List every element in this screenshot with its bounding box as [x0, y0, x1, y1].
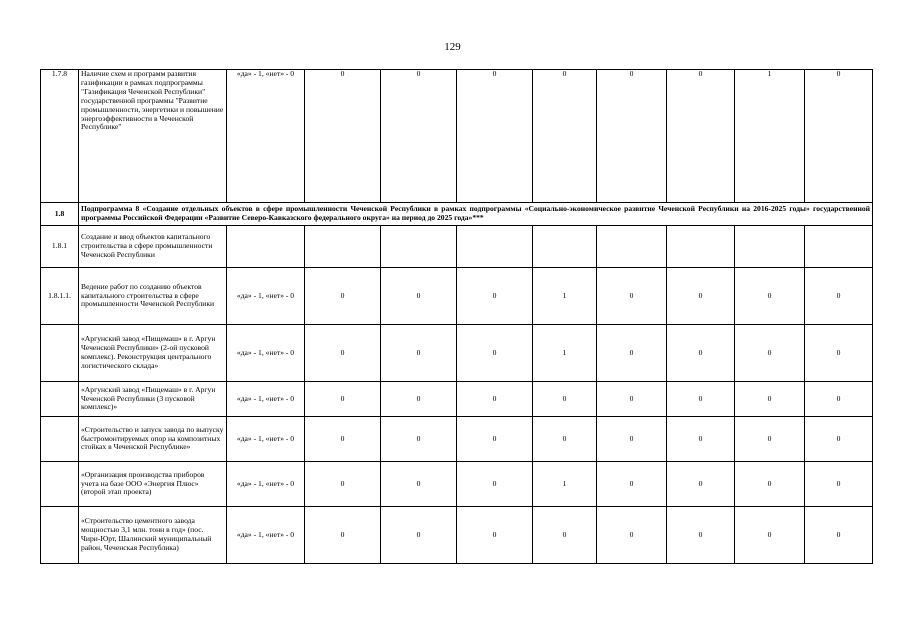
- value-cell: 0: [735, 417, 805, 462]
- value-cell: 0: [457, 70, 533, 203]
- value-cell: 0: [667, 417, 735, 462]
- table-body: [41, 70, 873, 564]
- row-index: 1.8: [41, 203, 79, 226]
- value-cell: 0: [457, 325, 533, 382]
- value-cell: 0: [457, 462, 533, 507]
- section-title: Подпрограмма 8 «Создание отдельных объектов в сфере промышленности Чеченской Республики в рамках подпрограммы «Социально-экономическое развитие Чеченской Республики на 2016-2025 годы» государственной программы Российской Федерации «Развитие Северо-Кавказского федерального округа» на период до 2025 года»***: [79, 203, 873, 226]
- table-row: [41, 268, 873, 325]
- value-cell: [305, 226, 381, 268]
- value-cell: 0: [735, 507, 805, 564]
- value-cell: 0: [597, 417, 667, 462]
- table-row: [41, 325, 873, 382]
- value-cell: 0: [457, 417, 533, 462]
- unit-cell: «да» - 1, «нет» - 0: [227, 70, 305, 203]
- row-index: [41, 462, 79, 507]
- row-index: 1.7.8: [41, 70, 79, 203]
- value-cell: 0: [457, 382, 533, 417]
- value-cell: [457, 226, 533, 268]
- value-cell: [597, 226, 667, 268]
- indicator-name: «Организация производства приборов учета на базе ООО «Энергия Плюс» (второй этап проекта): [79, 462, 227, 507]
- value-cell: 0: [667, 268, 735, 325]
- value-cell: 0: [735, 382, 805, 417]
- unit-cell: «да» - 1, «нет» - 0: [227, 268, 305, 325]
- indicator-name: «Строительство и запуск завода по выпуску быстромонтируемых опор на композитных стойках в Чеченской Республике»: [79, 417, 227, 462]
- value-cell: 0: [533, 382, 597, 417]
- value-cell: 0: [805, 507, 873, 564]
- value-cell: 0: [597, 462, 667, 507]
- value-cell: 0: [805, 70, 873, 203]
- value-cell: 0: [667, 382, 735, 417]
- value-cell: 0: [381, 417, 457, 462]
- unit-cell: «да» - 1, «нет» - 0: [227, 507, 305, 564]
- indicator-name: «Строительство цементного завода мощностью 3,1 млн. тонн в год» (пос. Чири-Юрт, Шалинский муниципальный район, Чеченская Республика): [79, 507, 227, 564]
- indicator-name: «Аргунский завод «Пищемаш» в г. Аргун Чеченской Республики (3 пусковой комплекс)»: [79, 382, 227, 417]
- value-cell: 0: [381, 70, 457, 203]
- value-cell: 0: [305, 70, 381, 203]
- value-cell: 0: [597, 507, 667, 564]
- row-index: [41, 382, 79, 417]
- value-cell: 0: [805, 268, 873, 325]
- value-cell: 0: [667, 507, 735, 564]
- value-cell: 0: [457, 507, 533, 564]
- unit-cell: [227, 226, 305, 268]
- unit-cell: «да» - 1, «нет» - 0: [227, 325, 305, 382]
- value-cell: 0: [381, 507, 457, 564]
- value-cell: 1: [533, 325, 597, 382]
- value-cell: [805, 226, 873, 268]
- row-index: [41, 507, 79, 564]
- value-cell: 0: [533, 70, 597, 203]
- value-cell: 0: [667, 325, 735, 382]
- table-row: [41, 70, 873, 203]
- value-cell: 0: [381, 462, 457, 507]
- row-index: 1.8.1.1.: [41, 268, 79, 325]
- value-cell: 0: [305, 268, 381, 325]
- value-cell: 0: [667, 462, 735, 507]
- table-row: [41, 462, 873, 507]
- value-cell: 0: [381, 268, 457, 325]
- indicator-name: Ведение работ по созданию объектов капитального строительства в сфере промышленности Чеченской Республики: [79, 268, 227, 325]
- row-index: [41, 325, 79, 382]
- value-cell: 0: [305, 417, 381, 462]
- value-cell: [735, 226, 805, 268]
- value-cell: 0: [305, 507, 381, 564]
- table-row: [41, 507, 873, 564]
- value-cell: 1: [533, 268, 597, 325]
- unit-cell: «да» - 1, «нет» - 0: [227, 382, 305, 417]
- value-cell: 1: [533, 462, 597, 507]
- value-cell: 0: [597, 70, 667, 203]
- page-number: 129: [444, 41, 461, 53]
- value-cell: 0: [735, 268, 805, 325]
- value-cell: 0: [597, 382, 667, 417]
- value-cell: 0: [381, 325, 457, 382]
- value-cell: 0: [305, 325, 381, 382]
- value-cell: 0: [805, 382, 873, 417]
- table-row: [41, 382, 873, 417]
- value-cell: 0: [305, 462, 381, 507]
- indicator-name: «Аргунский завод «Пищемаш» в г. Аргун Чеченской Республики» (2-ой пусковой комплекс). Реконструкция центрального логистического склада»: [79, 325, 227, 382]
- unit-cell: «да» - 1, «нет» - 0: [227, 417, 305, 462]
- table-row: [41, 226, 873, 268]
- value-cell: 0: [533, 417, 597, 462]
- indicators-table: [40, 69, 873, 564]
- value-cell: 0: [805, 417, 873, 462]
- value-cell: 0: [805, 325, 873, 382]
- indicator-name: Создание и ввод объектов капитального строительства в сфере промышленности Чеченской Республики: [79, 226, 227, 268]
- unit-cell: «да» - 1, «нет» - 0: [227, 462, 305, 507]
- value-cell: 0: [533, 507, 597, 564]
- indicator-name: Наличие схем и программ развития газификации в рамках подпрограммы "Газификация Чеченской Республики" государственной программы "Развитие промышленности, энергетики и повышение энергоэффективности в Чеченской Республике": [79, 70, 227, 203]
- row-index: 1.8.1: [41, 226, 79, 268]
- value-cell: 0: [735, 325, 805, 382]
- section-row: [41, 203, 873, 226]
- value-cell: 0: [735, 462, 805, 507]
- value-cell: [381, 226, 457, 268]
- value-cell: 0: [667, 70, 735, 203]
- value-cell: 0: [597, 268, 667, 325]
- value-cell: [533, 226, 597, 268]
- value-cell: [667, 226, 735, 268]
- value-cell: 0: [805, 462, 873, 507]
- row-index: [41, 417, 79, 462]
- value-cell: 0: [457, 268, 533, 325]
- value-cell: 1: [735, 70, 805, 203]
- value-cell: 0: [381, 382, 457, 417]
- table-row: [41, 417, 873, 462]
- value-cell: 0: [305, 382, 381, 417]
- value-cell: 0: [597, 325, 667, 382]
